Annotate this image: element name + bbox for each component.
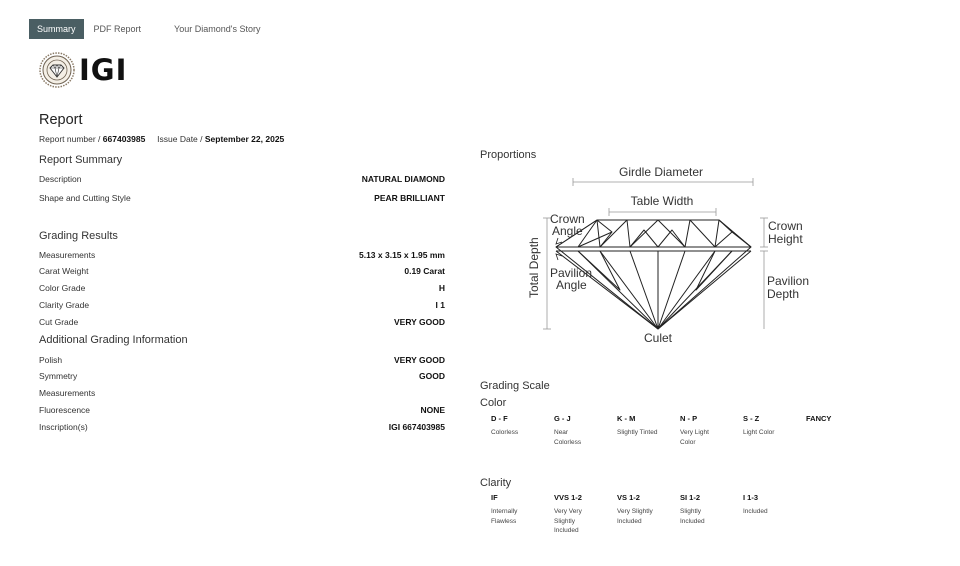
row-value: 5.13 x 3.15 x 1.95 mm xyxy=(358,250,445,260)
row-value: NATURAL DIAMOND xyxy=(361,174,445,184)
total-depth-label: Total Depth xyxy=(527,237,541,298)
row-value: IGI 667403985 xyxy=(388,422,445,432)
culet-label: Culet xyxy=(643,331,673,345)
tab-diamond-story[interactable]: Your Diamond's Story xyxy=(174,24,261,34)
grade-label: FANCY xyxy=(806,414,832,423)
tab-summary[interactable]: Summary xyxy=(29,19,84,39)
grade-label: VVS 1-2 xyxy=(554,493,582,502)
tab-pdf-report[interactable]: PDF Report xyxy=(93,24,142,34)
grade-desc: Very Very Slightly Included xyxy=(554,508,582,534)
proportions-heading: Proportions xyxy=(480,149,537,161)
row-label: Inscription(s) xyxy=(39,422,88,432)
color-grade-item xyxy=(806,413,869,447)
pavilion-depth-label-1: Pavilion xyxy=(767,274,810,288)
additional-row xyxy=(39,405,445,415)
grade-label: S - Z xyxy=(743,414,760,423)
igi-logo xyxy=(39,52,127,88)
clarity-grade-item xyxy=(617,492,680,536)
row-label: Measurements xyxy=(39,388,96,398)
additional-row xyxy=(39,355,445,365)
row-value: NONE xyxy=(420,405,445,415)
igi-seal-icon xyxy=(39,52,75,88)
report-number: 667403985 xyxy=(102,134,146,144)
color-grade-item xyxy=(491,413,554,447)
grading-scale-heading: Grading Scale xyxy=(480,380,550,392)
grade-desc: Near Colorless xyxy=(554,429,582,446)
color-grade-item xyxy=(617,413,680,447)
color-scale-heading: Color xyxy=(480,397,507,409)
clarity-grade-item xyxy=(680,492,743,536)
grade-label: N - P xyxy=(680,414,698,423)
row-label: Carat Weight xyxy=(39,266,89,276)
report-summary-heading: Report Summary xyxy=(39,154,123,166)
color-grade-item xyxy=(680,413,743,447)
grading-row xyxy=(39,300,445,310)
row-value: 0.19 Carat xyxy=(404,266,445,276)
grade-label: SI 1-2 xyxy=(680,493,701,502)
report-number-label: Report number / xyxy=(39,134,101,144)
pavilion-depth-label-2: Depth xyxy=(767,287,800,301)
grading-row xyxy=(39,317,445,327)
row-label: Clarity Grade xyxy=(39,300,90,310)
grade-label: K - M xyxy=(617,414,636,423)
additional-row xyxy=(39,422,445,432)
additional-row xyxy=(39,371,445,381)
clarity-grade-item xyxy=(743,492,806,536)
grade-label: D - F xyxy=(491,414,508,423)
crown-angle-label-1: Crown xyxy=(550,212,585,226)
row-label: Measurements xyxy=(39,250,96,260)
grade-desc: Very Slightly Included xyxy=(617,508,653,525)
grade-desc: Light Color xyxy=(743,429,775,436)
grade-desc: Very Light Color xyxy=(680,429,709,446)
summary-row xyxy=(39,193,445,203)
grade-desc: Included xyxy=(743,508,768,515)
row-value: I 1 xyxy=(435,300,445,310)
grade-label: I 1-3 xyxy=(743,493,759,502)
row-label: Symmetry xyxy=(39,371,78,381)
issue-date-label: Issue Date / xyxy=(157,134,203,144)
grade-label: IF xyxy=(491,493,498,502)
row-value: VERY GOOD xyxy=(393,355,445,365)
grading-row xyxy=(39,266,445,276)
row-label: Color Grade xyxy=(39,283,86,293)
color-grade-item xyxy=(743,413,806,447)
grade-desc: Slightly Included xyxy=(680,508,705,525)
table-width-label: Table Width xyxy=(630,194,694,208)
row-label: Fluorescence xyxy=(39,405,91,415)
row-value: H xyxy=(438,283,445,293)
color-scale xyxy=(491,413,869,447)
additional-grading-heading: Additional Grading Information xyxy=(39,334,188,346)
additional-row xyxy=(39,388,445,398)
igi-logo-text: IGI xyxy=(79,53,128,87)
clarity-scale xyxy=(491,492,806,536)
crown-height-label-1: Crown xyxy=(768,219,803,233)
issue-date: September 22, 2025 xyxy=(204,134,285,144)
pavilion-angle-label-2: Angle xyxy=(556,278,587,292)
girdle-diameter-label: Girdle Diameter xyxy=(618,165,704,179)
grade-label: VS 1-2 xyxy=(617,493,640,502)
clarity-scale-heading: Clarity xyxy=(480,477,512,489)
grade-label: G - J xyxy=(554,414,571,423)
row-label: Description xyxy=(39,174,82,184)
grade-desc: Slightly Tinted xyxy=(617,429,658,436)
clarity-grade-item xyxy=(491,492,554,536)
grade-desc: Colorless xyxy=(491,429,519,436)
grading-row xyxy=(39,250,445,260)
report-title: Report xyxy=(39,112,83,128)
row-label: Polish xyxy=(39,355,63,365)
crown-height-label-2: Height xyxy=(768,232,803,246)
grading-row xyxy=(39,283,445,293)
row-label: Shape and Cutting Style xyxy=(39,193,131,203)
row-value: PEAR BRILLIANT xyxy=(374,193,445,203)
tab-bar xyxy=(29,19,268,39)
grade-desc: Internally Flawless xyxy=(491,508,518,525)
clarity-grade-item xyxy=(554,492,617,536)
pavilion-angle-label-1: Pavilion xyxy=(550,266,593,280)
report-meta xyxy=(39,134,284,144)
row-value: VERY GOOD xyxy=(393,317,445,327)
proportions-diagram xyxy=(520,160,820,350)
summary-row xyxy=(39,174,445,184)
row-value: GOOD xyxy=(419,371,445,381)
crown-angle-label-2: Angle xyxy=(552,224,583,238)
row-label: Cut Grade xyxy=(39,317,79,327)
color-grade-item xyxy=(554,413,617,447)
grading-results-heading: Grading Results xyxy=(39,230,118,242)
